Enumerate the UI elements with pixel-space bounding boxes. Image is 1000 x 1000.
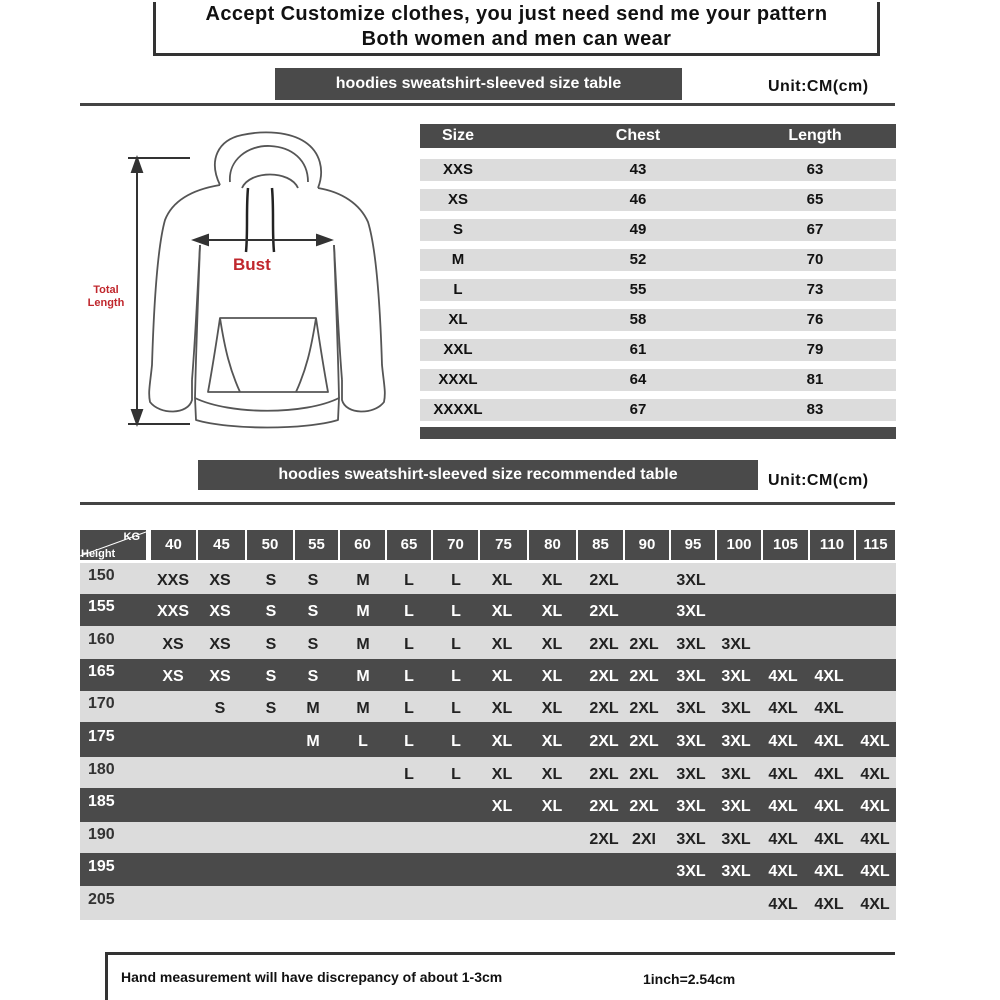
size-recommend-cell: 4XL xyxy=(814,699,844,717)
height-cell: 185 xyxy=(88,793,115,810)
size-recommend-cell: XL xyxy=(491,765,513,783)
size-recommend-cell: XXS xyxy=(156,571,189,589)
size-recommend-cell: S xyxy=(265,635,277,653)
size-recommend-cell: 3XL xyxy=(721,699,751,717)
size-recommend-cell: 3XL xyxy=(721,830,751,848)
size-recommend-cell: XL xyxy=(491,668,513,685)
size-recommend-cell: XL xyxy=(491,732,513,750)
size-table-header xyxy=(420,124,896,148)
kg-header-cell: 95 xyxy=(671,530,715,560)
corner-height-label: Height xyxy=(81,548,116,560)
size-recommend-cell: S xyxy=(307,603,319,620)
size-recommend-cell: XL xyxy=(491,798,513,815)
size-recommend-cell: L xyxy=(404,571,414,589)
size-recommend-cell: 4XL xyxy=(768,896,798,913)
size-recommend-cell: 3XL xyxy=(676,862,706,880)
size-recommend-cell: L xyxy=(358,732,368,750)
size-table-header-cell: Length xyxy=(788,127,842,144)
kg-header-cell: 110 xyxy=(810,530,854,560)
size-recommend-cell: XXS xyxy=(156,603,189,620)
kg-header-cell: 115 xyxy=(856,530,895,560)
size-recommend-cell: XL xyxy=(491,699,513,717)
size-recommend-cell: 2XL xyxy=(589,571,619,589)
size-recommend-cell: 4XL xyxy=(768,699,798,717)
size-recommend-cell: M xyxy=(356,635,370,653)
bust-label: Bust xyxy=(233,255,271,274)
size-recommend-cell: 3XL xyxy=(721,798,751,815)
size-recommend-cell: 3XL xyxy=(676,765,706,783)
size-recommend-cell: 4XL xyxy=(860,798,890,815)
size-recommend-cell: 3XL xyxy=(721,668,751,685)
size-recommend-cell: 4XL xyxy=(768,830,798,848)
recommend-table-row xyxy=(80,594,896,626)
size-recommend-cell: 4XL xyxy=(814,896,844,913)
kg-header-cell: 40 xyxy=(151,530,196,560)
size-recommend-cell: S xyxy=(307,635,319,653)
kg-header-cell: 90 xyxy=(625,530,669,560)
height-cell: 170 xyxy=(88,694,115,712)
kg-header-cell: 60 xyxy=(340,530,385,560)
size-recommend-cell: XL xyxy=(541,603,563,620)
size-table-cell: 65 xyxy=(806,191,824,208)
size-table-header-cell: Size xyxy=(441,127,474,144)
size-table-cell: M xyxy=(451,251,465,268)
size-recommend-cell: XS xyxy=(209,635,231,653)
size-table-cell: 79 xyxy=(806,341,824,358)
footer-conversion: 1inch=2.54cm xyxy=(643,971,736,987)
size-recommend-cell: L xyxy=(404,603,414,620)
size-recommend-cell: M xyxy=(356,699,370,717)
size-table-header-cell: Chest xyxy=(615,127,661,144)
size-recommend-cell: 2XL xyxy=(589,830,619,848)
kg-header-cell: 70 xyxy=(433,530,478,560)
size-recommend-cell: XS xyxy=(209,571,231,589)
size-recommend-cell: L xyxy=(451,635,461,653)
size-table-cell: 76 xyxy=(806,311,824,328)
size-recommend-cell: L xyxy=(404,765,414,783)
size-recommend-cell: 4XL xyxy=(814,830,844,848)
kg-header-cell: 80 xyxy=(529,530,576,560)
kg-header-cell: 75 xyxy=(480,530,527,560)
size-table-cell: XXL xyxy=(443,341,473,358)
kg-header-cell: 55 xyxy=(295,530,338,560)
size-table-cell: 70 xyxy=(806,251,824,268)
size-table-row xyxy=(420,339,896,361)
recommend-table-row xyxy=(80,757,896,788)
kg-header-cell: 50 xyxy=(247,530,293,560)
size-table-row xyxy=(420,279,896,301)
size-table-row xyxy=(420,399,896,421)
size-recommend-cell: 4XL xyxy=(860,830,890,848)
size-table-cell: 58 xyxy=(629,311,647,328)
size-table-row xyxy=(420,189,896,211)
size-table-cell: 73 xyxy=(806,281,824,298)
size-recommend-cell: 3XL xyxy=(676,798,706,815)
size-recommend-cell: 3XL xyxy=(676,668,706,685)
size-recommend-cell: S xyxy=(214,699,226,717)
size-table-title: hoodies sweatshirt-sleeved size table xyxy=(275,68,682,100)
recommend-table-row xyxy=(80,788,896,822)
size-recommend-cell: XS xyxy=(209,603,231,620)
size-recommend-cell: 2XL xyxy=(589,765,619,783)
size-recommend-cell: XL xyxy=(541,732,563,750)
footer-note: Hand measurement will have discrepancy of about 1-3cm xyxy=(121,969,503,985)
size-table-cell: L xyxy=(453,281,463,298)
size-table-cell: XXXL xyxy=(438,371,478,388)
size-table-cell: XL xyxy=(448,311,468,328)
size-recommend-cell: L xyxy=(404,699,414,717)
size-recommend-cell: 4XL xyxy=(768,798,798,815)
size-recommend-cell: XS xyxy=(162,635,184,653)
size-recommend-cell: 4XL xyxy=(860,732,890,750)
size-recommend-cell: S xyxy=(265,571,277,589)
size-recommend-cell: 4XL xyxy=(814,765,844,783)
size-recommend-cell: XL xyxy=(541,668,563,685)
size-table-cell: XXXXL xyxy=(433,401,483,418)
size-recommend-cell: L xyxy=(451,699,461,717)
size-recommend-cell: L xyxy=(404,668,414,685)
size-recommend-cell: M xyxy=(306,699,320,717)
size-recommend-cell: XL xyxy=(541,635,563,653)
size-table-cell: 49 xyxy=(629,221,647,238)
size-table-cell: S xyxy=(452,221,463,238)
size-recommend-cell: L xyxy=(451,571,461,589)
size-table-cell: 55 xyxy=(629,281,647,298)
height-cell: 150 xyxy=(88,566,115,584)
size-recommend-cell: 2XI xyxy=(631,830,656,848)
size-recommend-cell: L xyxy=(451,668,461,685)
size-recommend-cell: XL xyxy=(541,798,563,815)
size-recommend-cell: 4XL xyxy=(768,732,798,750)
size-recommend-cell: 4XL xyxy=(814,732,844,750)
size-recommend-cell: 3XL xyxy=(676,603,706,620)
total-label-line2: Length xyxy=(87,297,125,309)
recommend-table-row xyxy=(80,691,896,722)
size-recommend-cell: S xyxy=(265,668,277,685)
size-recommend-cell: XL xyxy=(491,635,513,653)
size-recommend-cell: S xyxy=(307,571,319,589)
footer-box xyxy=(105,952,895,1000)
recommend-table-row xyxy=(80,853,896,886)
size-recommend-cell: M xyxy=(356,603,370,620)
size-recommend-cell: L xyxy=(451,603,461,620)
size-recommend-cell: XL xyxy=(491,603,513,620)
height-cell: 155 xyxy=(88,598,115,615)
size-recommend-cell: 4XL xyxy=(860,765,890,783)
size-recommend-cell: 2XL xyxy=(589,635,619,653)
size-recommend-cell: 4XL xyxy=(860,896,890,913)
size-recommend-cell: S xyxy=(265,603,277,620)
size-recommend-cell: XL xyxy=(541,765,563,783)
kg-header-cell: 45 xyxy=(198,530,245,560)
size-recommend-cell: 4XL xyxy=(768,765,798,783)
size-table-cell: 46 xyxy=(629,191,647,208)
size-recommend-cell: M xyxy=(356,571,370,589)
hoodie-illustration xyxy=(80,130,420,430)
size-recommend-cell: 2XL xyxy=(629,635,659,653)
header-box xyxy=(153,2,880,56)
size-recommend-cell: 2XL xyxy=(589,699,619,717)
kg-header-cell: 105 xyxy=(763,530,808,560)
height-cell: 160 xyxy=(88,630,115,648)
recommend-table-row xyxy=(80,886,896,920)
size-recommend-cell: 2XL xyxy=(589,798,619,815)
unit-label-1: Unit:CM(cm) xyxy=(768,78,869,95)
size-recommend-cell: 4XL xyxy=(814,862,844,880)
size-table-cell: 67 xyxy=(806,221,824,238)
size-recommend-cell: 2XL xyxy=(629,732,659,750)
size-recommend-cell: 4XL xyxy=(814,668,844,685)
recommend-table-row xyxy=(80,626,896,659)
size-recommend-cell: 3XL xyxy=(721,765,751,783)
height-cell: 175 xyxy=(88,727,115,745)
kg-header-cell: 100 xyxy=(717,530,761,560)
size-table-cell: XS xyxy=(447,191,468,208)
size-recommend-cell: 4XL xyxy=(814,798,844,815)
size-recommend-cell: 2XL xyxy=(589,603,619,620)
size-recommend-cell: 2XL xyxy=(629,798,659,815)
size-table-row xyxy=(420,159,896,181)
recommend-table-title: hoodies sweatshirt-sleeved size recommended table xyxy=(198,460,758,490)
total-label-line1: Total xyxy=(93,284,119,296)
size-recommend-cell: L xyxy=(404,635,414,653)
recommend-table-row xyxy=(80,563,896,594)
size-table-row xyxy=(420,219,896,241)
recommend-table-row xyxy=(80,822,896,853)
size-recommend-cell: 3XL xyxy=(676,830,706,848)
size-recommend-cell: 2XL xyxy=(629,668,659,685)
size-recommend-cell: M xyxy=(306,732,320,750)
size-table-cell: 81 xyxy=(806,371,824,388)
size-table-row xyxy=(420,369,896,391)
height-cell: 180 xyxy=(88,760,115,778)
corner-kg-label: KG xyxy=(123,531,140,543)
height-cell: 165 xyxy=(88,663,115,680)
size-recommend-cell: 2XL xyxy=(629,699,659,717)
size-table-cell: 43 xyxy=(629,161,647,178)
size-table-footer-bar xyxy=(420,427,896,439)
kg-header-cell: 85 xyxy=(578,530,623,560)
kg-header-cell: 65 xyxy=(387,530,431,560)
size-recommend-cell: L xyxy=(404,732,414,750)
size-recommend-cell: S xyxy=(307,668,319,685)
size-recommend-cell: XL xyxy=(491,571,513,589)
size-table-cell: 64 xyxy=(629,371,647,388)
size-recommend-cell: 4XL xyxy=(860,862,890,880)
divider-top xyxy=(80,103,895,106)
size-recommend-cell: 3XL xyxy=(676,635,706,653)
size-recommend-cell: XS xyxy=(209,668,231,685)
size-table-cell: 83 xyxy=(806,401,824,418)
height-cell: 205 xyxy=(88,891,115,908)
size-table-row xyxy=(420,309,896,331)
height-cell: 190 xyxy=(88,825,115,843)
size-recommend-cell: 3XL xyxy=(721,635,751,653)
recommend-table-row xyxy=(80,659,896,691)
unit-label-2: Unit:CM(cm) xyxy=(768,472,869,489)
size-table-cell: 67 xyxy=(629,401,647,418)
header-line-2: Both women and men can wear xyxy=(361,28,672,50)
recommend-table-corner xyxy=(80,530,146,560)
divider-middle xyxy=(80,502,895,505)
size-table-row xyxy=(420,249,896,271)
size-recommend-cell: 3XL xyxy=(676,571,706,589)
size-recommend-cell: L xyxy=(451,732,461,750)
size-recommend-cell: 3XL xyxy=(721,732,751,750)
size-table-cell: XXS xyxy=(442,161,473,178)
height-cell: 195 xyxy=(88,857,115,875)
header-line-1: Accept Customize clothes, you just need send me your pattern xyxy=(205,3,828,25)
size-recommend-cell: XL xyxy=(541,699,563,717)
size-recommend-cell: 3XL xyxy=(721,862,751,880)
size-recommend-cell: XS xyxy=(162,668,184,685)
recommend-table-row xyxy=(80,722,896,757)
size-recommend-cell: 4XL xyxy=(768,862,798,880)
total-length-label xyxy=(80,284,132,310)
size-table-cell: 52 xyxy=(629,251,647,268)
size-recommend-cell: S xyxy=(265,699,277,717)
size-table-cell: 61 xyxy=(629,341,647,358)
size-recommend-cell: 2XL xyxy=(589,732,619,750)
size-recommend-cell: L xyxy=(451,765,461,783)
size-recommend-cell: 3XL xyxy=(676,699,706,717)
size-recommend-cell: 4XL xyxy=(768,668,798,685)
size-recommend-cell: 2XL xyxy=(589,668,619,685)
size-recommend-cell: M xyxy=(356,668,370,685)
size-recommend-cell: XL xyxy=(541,571,563,589)
size-table-cell: 63 xyxy=(806,161,824,178)
size-recommend-cell: 3XL xyxy=(676,732,706,750)
size-recommend-cell: 2XL xyxy=(629,765,659,783)
